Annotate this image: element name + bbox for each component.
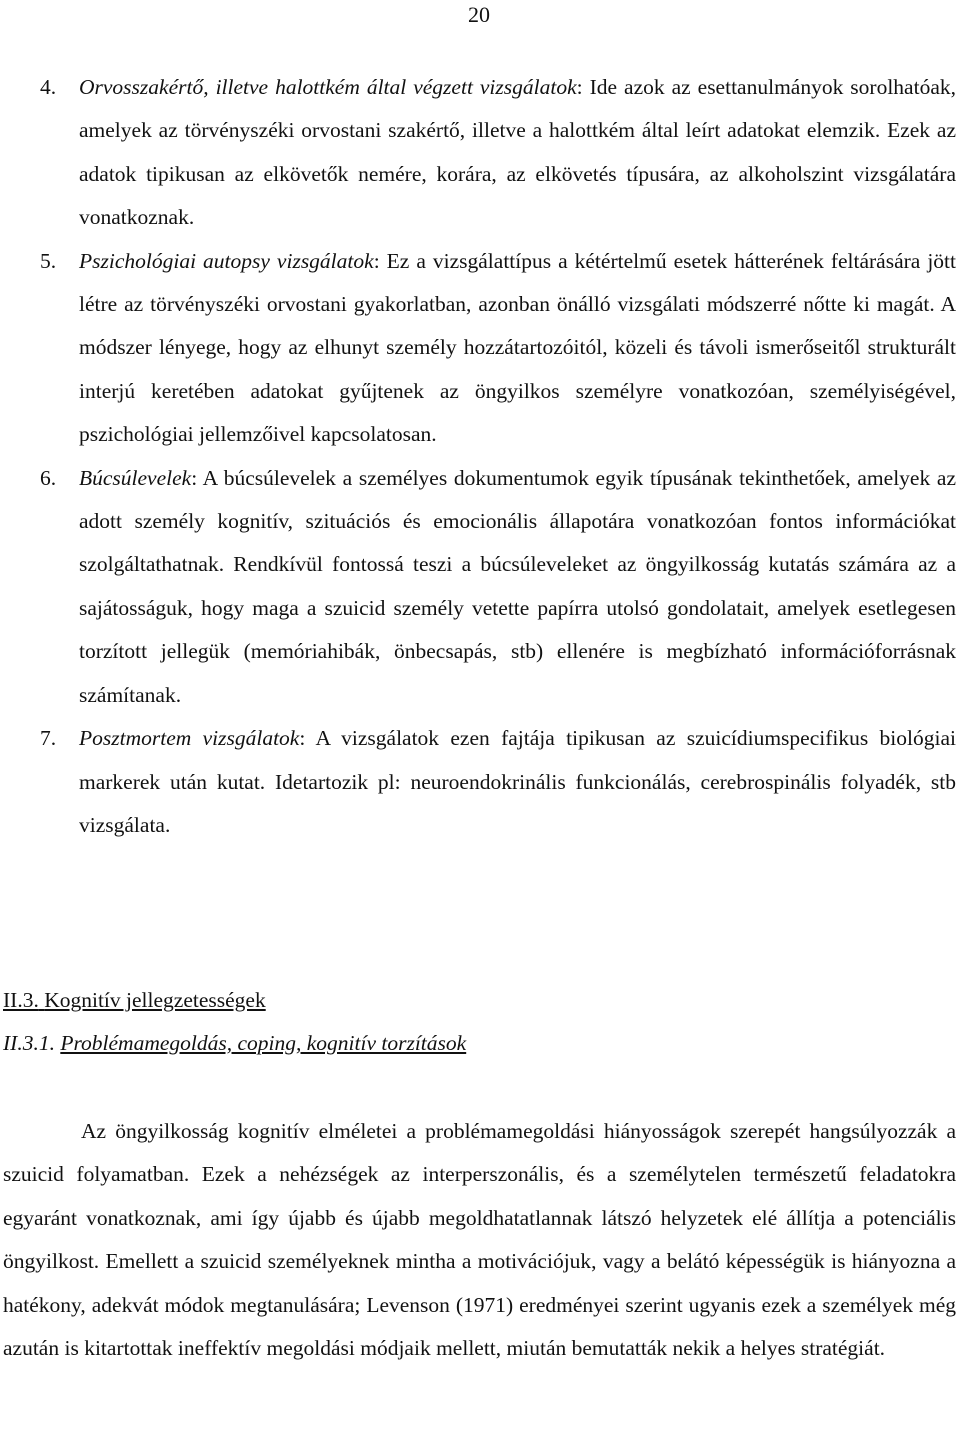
list-item-text: : Ide azok az esettanulmányok sorolhatóak, amelyek az törvényszéki orvostani szakértő, illetve a halottkém által leírt adatokat elemzik. Ezek az adatok tipikusan az elkövetők nemére, korára, az elkövetés típusára, az alkoholszint vizsgálatára vonatkoznak. <box>79 75 956 230</box>
list-item-number: 4. <box>40 75 57 99</box>
subsection-heading <box>3 1025 466 1061</box>
list-item-term: Posztmortem vizsgálatok <box>79 726 300 751</box>
list-item <box>40 66 956 240</box>
list-item-text: : A vizsgálatok ezen fajtája tipikusan az szuicídiumspecifikus biológiai markerek után kutat. Idetartozik pl: neuroendokrinális funkcionálás, cerebrospinális folyadék, stb vizsgálata. <box>79 726 956 837</box>
section-heading-number: II.3. <box>3 988 39 1012</box>
list-item <box>40 457 956 717</box>
subsection-heading-title: Problémamegoldás, coping, kognitív torzítások <box>60 1031 467 1055</box>
list-item-text: : A búcsúlevelek a személyes dokumentumok egyik típusának tekinthetőek, amelyek az adott személy kognitív, szituációs és emocionális állapotára vonatkozóan fontos információkat szolgáltathatnak. Rendkívül fontossá teszi a búcsúleveleket az öngyilkosság kutatás számára az a sajátosságuk, hogy maga a szuicid személy vetette papírra utolsó gondolatait, amelyek esetlegesen torzított jellegük (memóriahibák, önbecsapás, stb) ellenére is megbízható információforrásnak számítanak. <box>79 465 956 707</box>
list-item-text: : Ez a vizsgálattípus a kétértelmű esetek hátterének feltárására jött létre az törvényszéki orvostani gyakorlatban, azonban önálló vizsgálati módszerré nőtte ki magát. A módszer lényege, hogy az elhunyt személy hozzátartozóitól, közeli és távoli ismerőseitől strukturált interjú keretében adatokat gyűjtenek az öngyilkos személyre vonatkozóan, személyiségével, pszichológiai jellemzőivel kapcsolatosan. <box>79 248 956 447</box>
list-item <box>40 717 956 847</box>
subsection-heading-number: II.3.1. <box>3 1031 55 1055</box>
method-list <box>40 66 956 847</box>
list-item <box>40 240 956 457</box>
body-paragraph: Az öngyilkosság kognitív elméletei a problémamegoldási hiányosságok szerepét hangsúlyozzák a szuicid folyamatban. Ezek a nehézségek az interperszonális, és a személytelen természetű feladatokra egyaránt vonatkoznak, ami így újabb és újabb megoldhatatlannak látszó helyzetek elé állítja a potenciális öngyilkost. Emellett a szuicid személyeknek mintha a motivációjuk, vagy a belátó képességük is hiányozna a hatékony, adekvát módok megtanulására; Levenson (1971) eredményei szerint ugyanis ezek a személyek még azután is kitartottak ineffektív megoldási módjaik mellett, miután bemutatták nekik a helyes stratégiát. <box>3 1119 956 1361</box>
list-item-number: 7. <box>40 726 57 751</box>
list-item-term: Búcsúlevelek <box>79 465 192 490</box>
section-heading-title: Kognitív jellegzetességek <box>44 988 266 1012</box>
list-item-number: 5. <box>40 248 57 273</box>
section-heading <box>3 982 266 1018</box>
list-item-term: Orvosszakértő, illetve halottkém által végzett vizsgálatok <box>79 75 577 99</box>
page-number: 20 <box>468 2 490 27</box>
list-item-term: Pszichológiai autopsy vizsgálatok <box>79 248 374 273</box>
list-item-number: 6. <box>40 465 57 490</box>
